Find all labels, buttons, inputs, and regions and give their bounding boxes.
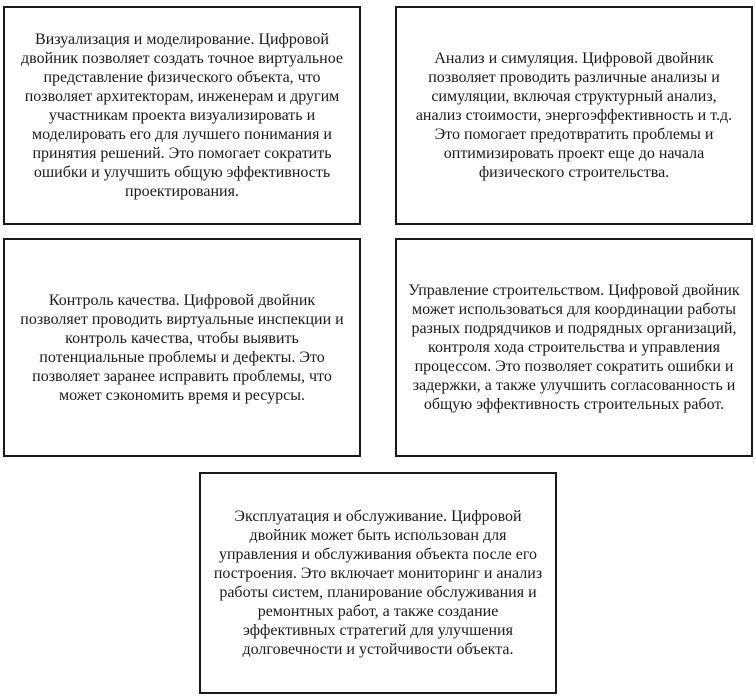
box-visualization-modeling <box>3 6 361 225</box>
box-quality-control <box>3 238 361 457</box>
box-quality-text: Контроль качества. Цифровой двойник позволяет проводить виртуальные инспекции и контроль качества, чтобы выявить потенциальные проблемы и дефекты. Это позволяет заранее исправить проблемы, что может сэкономить время и ресурсы. <box>20 291 344 404</box>
box-construction-management <box>395 238 753 457</box>
box-operation-maintenance <box>199 472 557 694</box>
box-visualization-text: Визуализация и моделирование. Цифровой двойник позволяет создать точное виртуальное представление физического объекта, что позволяет архитекторам, инженерам и другим участникам проекта визуализировать и моделировать его для лучшего понимания и принятия решений. Это помогает сократить ошибки и улучшить общую эффективность проектирования. <box>21 31 343 200</box>
box-operation-text: Эксплуатация и обслуживание. Цифровой двойник может быть использован для управления и обслуживания объекта после его построения. Это включает мониторинг и анализ работы систем, планирование обслуживания и ремонтных работ, а также создание эффективных стратегий для улучшения долговечности и устойчивости объекта. <box>213 508 543 658</box>
box-construction-text: Управление строительством. Цифровой двойник может использоваться для координации работы разных подрядчиков и подрядных организаций, контроля хода строительства и управления процессом. Это позволяет сократить ошибки и задержки, а также улучшить согласованность и общую эффективность строительных работ. <box>408 282 740 413</box>
box-analysis-text: Анализ и симуляция. Цифровой двойник позволяет проводить различные анализы и симуляции, включая структурный анализ, анализ стоимости, энергоэффективность и т.д. Это помогает предотвратить проблемы и оптимизировать проект еще до начала физического строительства. <box>415 50 733 181</box>
box-analysis-simulation <box>395 6 753 225</box>
